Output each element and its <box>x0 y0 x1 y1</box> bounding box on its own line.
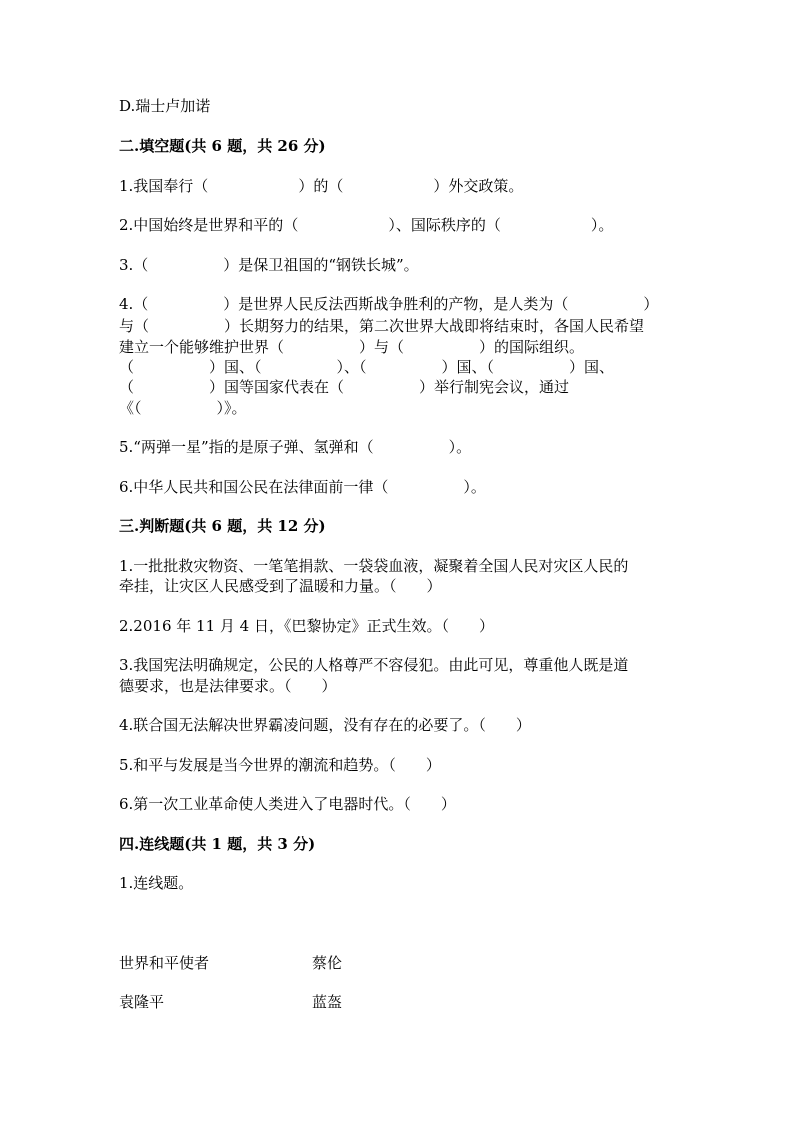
match-question-1: 1.连线题。 <box>119 874 194 892</box>
fill-question-5: 5.“两弹一星”指的是原子弹、氢弹和（ ）。 <box>119 438 472 456</box>
judge-question-3-line2: 德要求，也是法律要求。（ ） <box>119 677 337 695</box>
fill-question-3: 3.（ ）是保卫祖国的“钢铁长城”。 <box>119 256 419 274</box>
judge-question-1-line2: 牵挂，让灾区人民感受到了温暖和力量。（ ） <box>119 577 442 595</box>
section4-heading: 四.连线题(共 1 题，共 3 分) <box>119 835 316 853</box>
fill-question-6: 6.中华人民共和国公民在法律面前一律（ ）。 <box>119 478 486 496</box>
match-right-item[interactable]: 蔡伦 <box>312 954 343 972</box>
section3-heading: 三.判断题(共 6 题，共 12 分) <box>119 517 326 535</box>
judge-question-4: 4.联合国无法解决世界霸凌问题，没有存在的必要了。（ ） <box>119 716 531 734</box>
fill-question-4-line2: 与（ ）长期努力的结果，第二次世界大战即将结束时，各国人民希望 <box>119 317 645 335</box>
section2-heading: 二.填空题(共 6 题，共 26 分) <box>119 137 326 155</box>
judge-question-3-line1: 3.我国宪法明确规定，公民的人格尊严不容侵犯。由此可见，尊重他人既是道 <box>119 656 629 674</box>
fill-question-1: 1.我国奉行（ ）的（ ）外交政策。 <box>119 177 524 195</box>
match-right-item[interactable]: 蓝盔 <box>312 993 343 1011</box>
match-left-item[interactable]: 袁隆平 <box>119 993 165 1011</box>
fill-question-4-line3: 建立一个能够维护世界（ ）与（ ）的国际组织。 <box>119 338 585 356</box>
prev-option-d: D.瑞士卢加诺 <box>119 97 211 115</box>
judge-question-6: 6.第一次工业革命使人类进入了电器时代。（ ） <box>119 795 456 813</box>
fill-question-2: 2.中国始终是世界和平的（ ）、国际秩序的（ ）。 <box>119 216 614 234</box>
fill-question-4-line5: （ ）国等国家代表在（ ）举行制宪会议，通过 <box>119 378 570 396</box>
fill-question-4-line6: 《（ ）》。 <box>119 399 247 417</box>
fill-question-4-line1: 4.（ ）是世界人民反法西斯战争胜利的产物，是人类为（ ） <box>119 295 659 313</box>
judge-question-2: 2.2016 年 11 月 4 日，《巴黎协定》正式生效。（ ） <box>119 617 494 635</box>
match-left-item[interactable]: 世界和平使者 <box>119 954 210 972</box>
fill-question-4-line4: （ ）国、（ ）、（ ）国、（ ）国、 <box>119 358 615 376</box>
judge-question-5: 5.和平与发展是当今世界的潮流和趋势。（ ） <box>119 756 441 774</box>
judge-question-1-line1: 1.一批批救灾物资、一笔笔捐款、一袋袋血液，凝聚着全国人民对灾区人民的 <box>119 557 629 575</box>
